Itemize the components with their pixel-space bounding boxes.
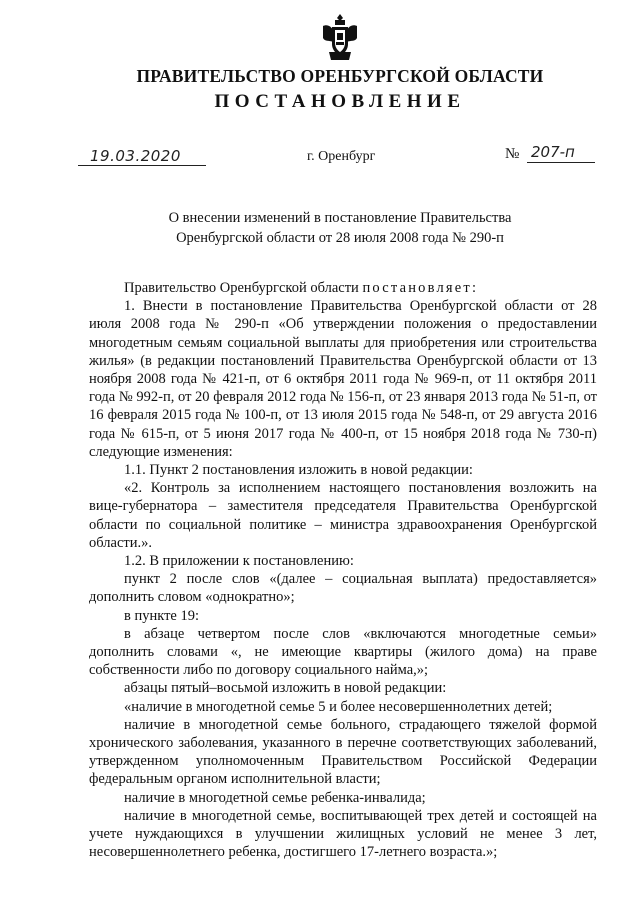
paragraph-1: 1. Внести в постановление Правительства Оренбургской области от 28 июля 2008 года № 290-п «Об утверждении положения о предоставлении многодетным семьям социальной выплаты для приобретения или строительства жилья» (в редакции постановлений Правительства Оренбургской области от 13 ноября 2008 года № 421-п, от 6 октября 2011 года № 969-п, от 11 октября 2011 года № 992-п, от 20 февраля 2012 года № 156-п, от 23 января 2013 года № 51-п, от 16 февраля 2015 года № 100-п, от 13 июля 2015 года № 548-п, от 29 августа 2016 года № 615-п, от 5 июня 2017 года № 400-п, от 15 ноября 2018 года № 730-п) следующие изменения: <box>89 298 597 460</box>
document-number: 207-п <box>531 143 575 161</box>
intro-text: Правительство Оренбургской области <box>124 280 363 296</box>
document-type: ПОСТАНОВЛЕНИЕ <box>214 91 466 112</box>
document-city: г. Оренбург <box>307 149 376 164</box>
paragraph-new-edition: абзацы пятый–восьмой изложить в новой редакции: <box>124 680 447 697</box>
document-date: 19.03.2020 <box>90 147 181 165</box>
paragraph-1-1: 1.1. Пункт 2 постановления изложить в новой редакции: <box>124 462 473 479</box>
paragraph-three-children: наличие в многодетной семье, воспитывающей трех детей и состоящей на учете нуждающихся в улучшении жилищных условий не менее 3 лет, несовершеннолетнего ребенка, достигшего 17-летнего возраста.»; <box>89 807 597 861</box>
subject-line-1: О внесении изменений в постановление Правительства <box>168 210 512 226</box>
date-underline <box>78 165 206 166</box>
paragraph-point-2: пункт 2 после слов «(далее – социальная выплата) предоставляется» дополнить словом «однократно»; <box>89 571 597 606</box>
number-underline <box>527 162 595 163</box>
paragraph-point-19: в пункте 19: <box>124 607 200 624</box>
paragraph-control: «2. Контроль за исполнением настоящего постановления возложить на вице-губернатора – заместителя председателя Правительства Оренбургской области по социальной политике – министра здравоохранения Оренбургской области.». <box>89 480 597 551</box>
intro-colon: : <box>471 280 476 296</box>
paragraph-chronic-disease: наличие в многодетной семье больного, страдающего тяжелой формой хронического заболевания, указанного в перечне соответствующих заболеваний, утвержденном уполномоченным Правительством Российской Федерации федеральным органом исполнительной власти; <box>89 716 597 788</box>
intro-paragraph <box>89 279 597 297</box>
document-body <box>89 279 597 862</box>
document-subject <box>120 208 560 248</box>
intro-spaced-word: постановляет <box>362 280 472 296</box>
subject-line-2: Оренбургской области от 28 июля 2008 года № 290-п <box>176 230 504 246</box>
number-label: № <box>505 146 520 162</box>
paragraph-fourth-abzac: в абзаце четвертом после слов «включаются многодетные семьи» дополнить словами «, не имеющие квартиры (жилого дома) на праве собственности либо по договору социального найма,»; <box>89 625 597 679</box>
coat-of-arms-icon <box>319 12 361 62</box>
paragraph-five-children: «наличие в многодетной семье 5 и более несовершеннолетних детей; <box>124 698 553 715</box>
paragraph-1-2: 1.2. В приложении к постановлению: <box>124 553 354 570</box>
paragraph-disabled-child: наличие в многодетной семье ребенка-инвалида; <box>124 789 426 806</box>
organization-title: ПРАВИТЕЛЬСТВО ОРЕНБУРГСКОЙ ОБЛАСТИ <box>136 66 544 86</box>
